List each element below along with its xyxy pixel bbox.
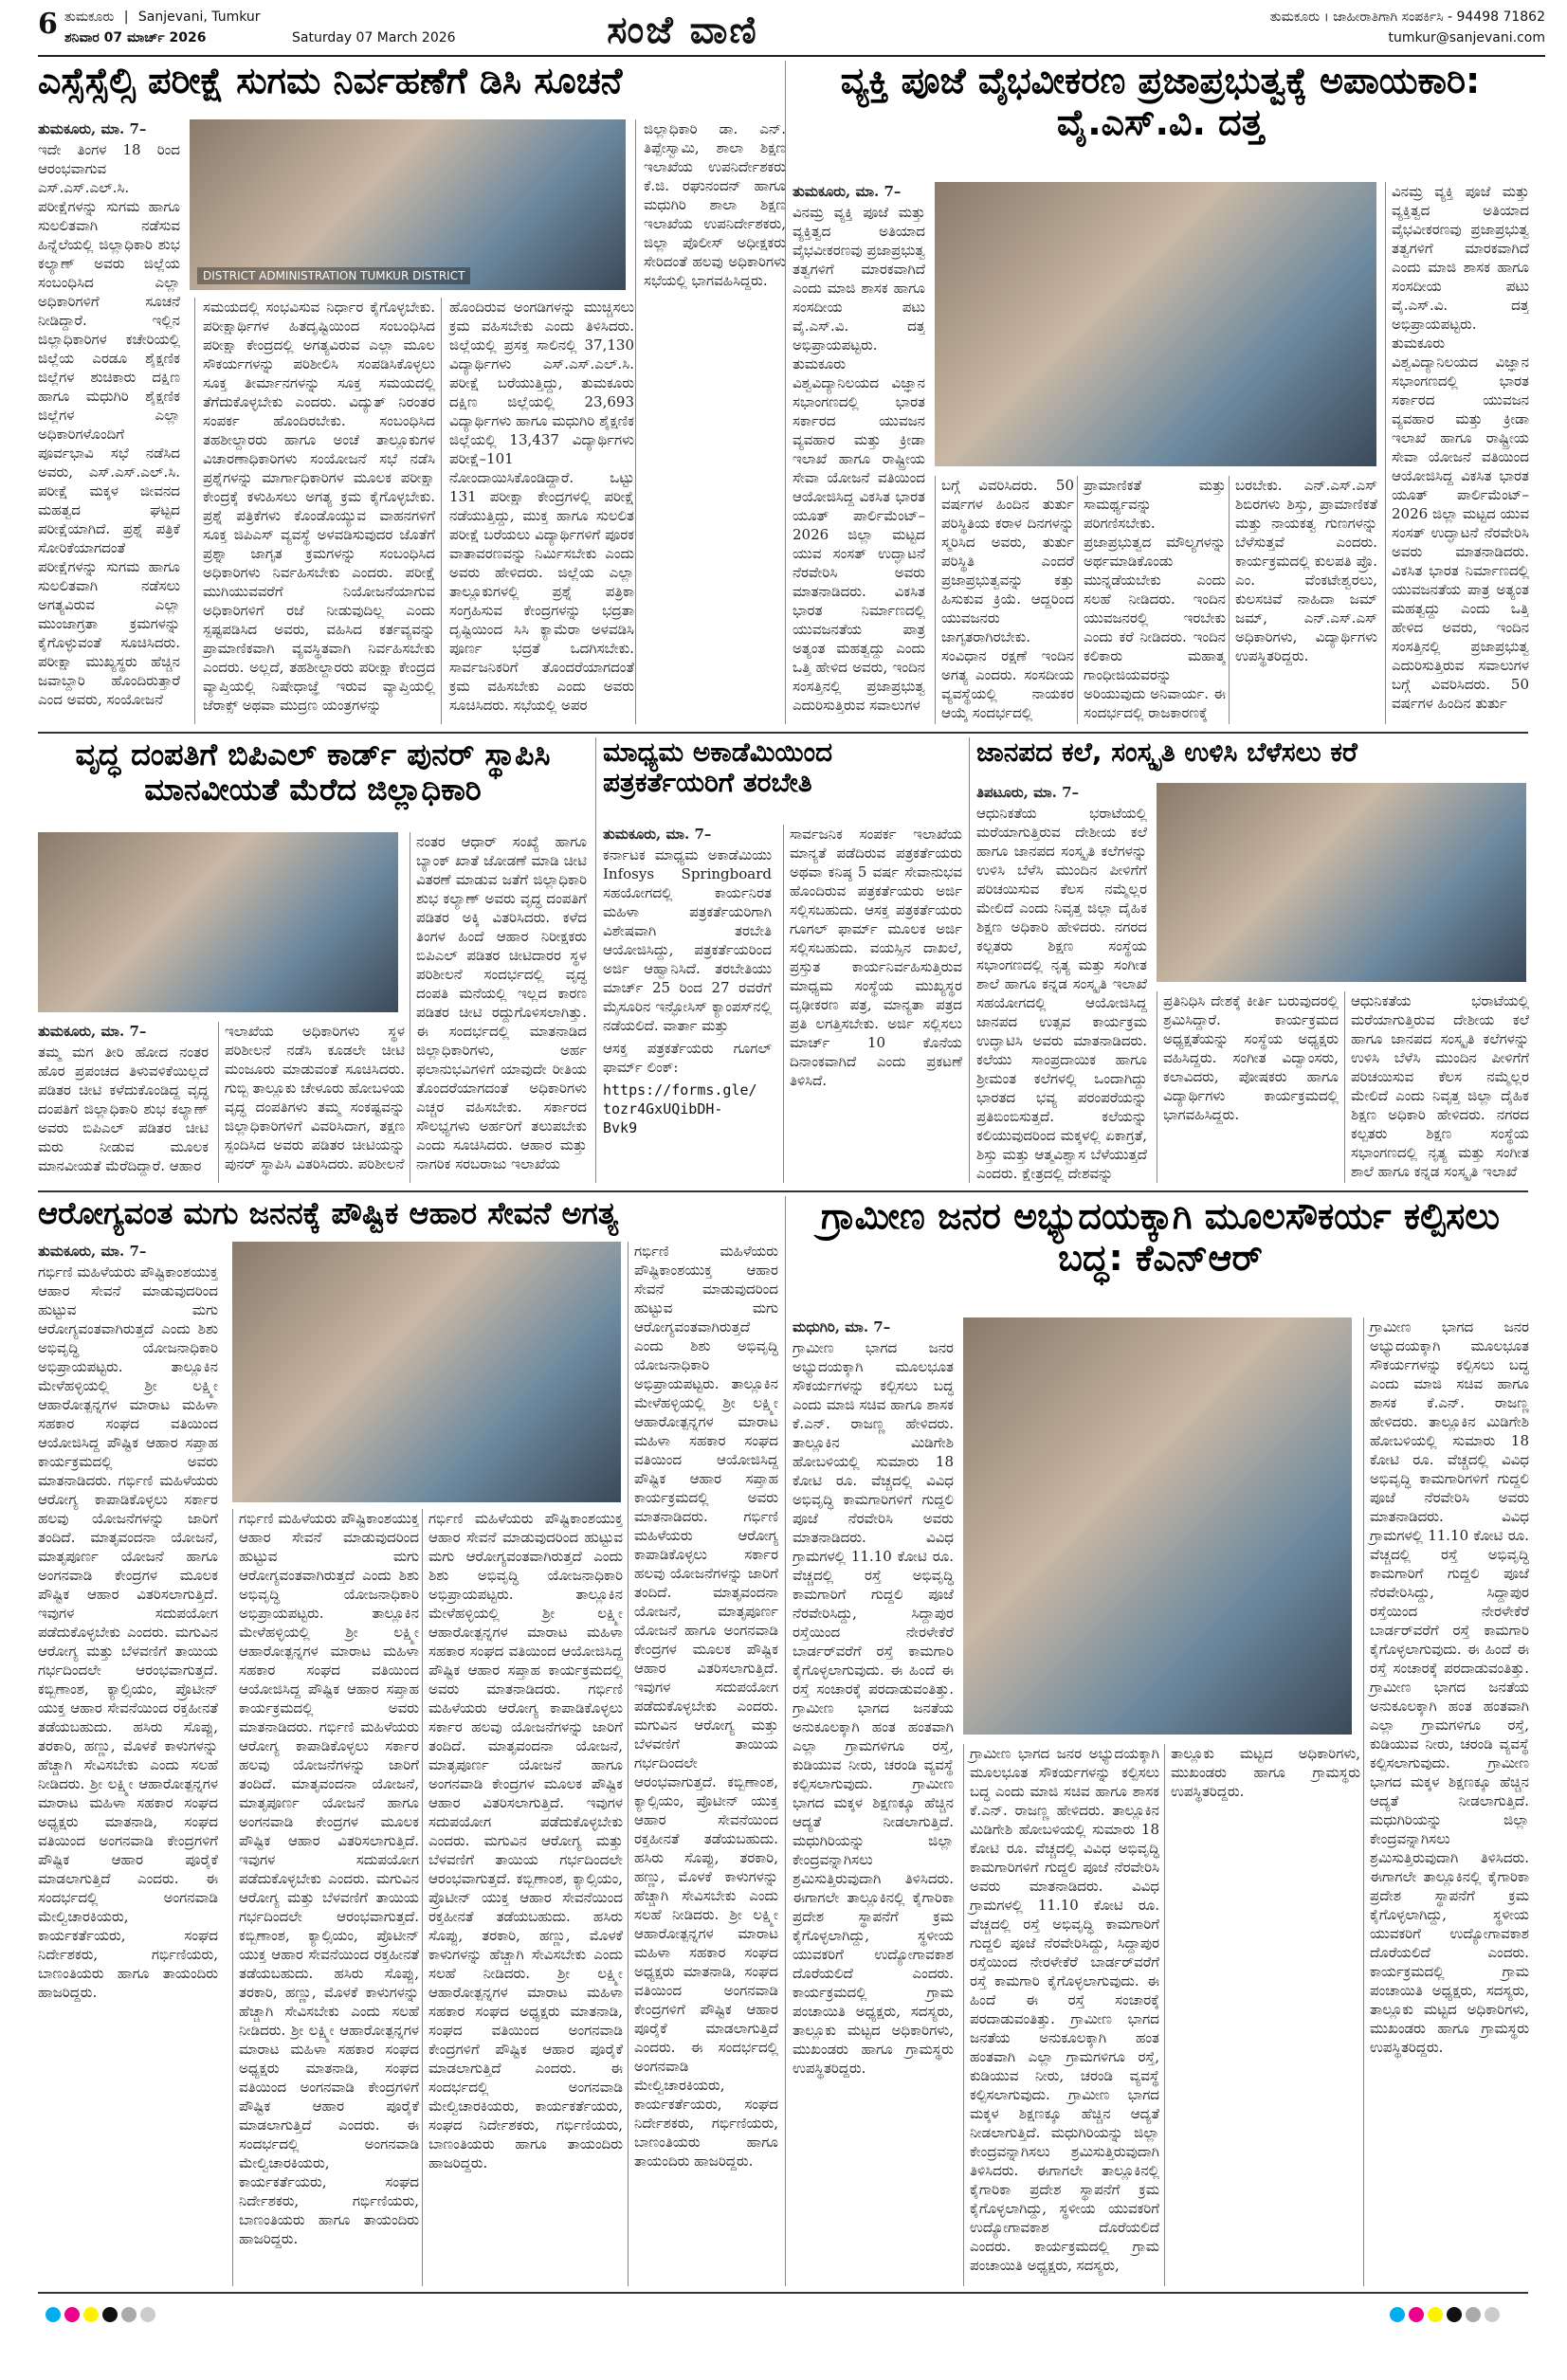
article-body-col2: ಸಮಯದಲ್ಲಿ ಸಂಭವಿಸುವ ನಿರ್ಧಾರ ಕೈಗೊಳ್ಳಬೇಕು. ಪರೀಕ್ಷಾರ್ಥಿಗಳ ಹಿತದೃಷ್ಟಿಯಿಂದ ಸಂಬಂಧಿಸಿದ ಪರೀಕ್ಷಾ ಕೇಂದ್ರದಲ್ಲಿ ಅಗತ್ಯವಿರುವ ಎಲ್ಲಾ ಮೂಲ ಸೌಕರ್ಯಗಳನ್ನು ಪರಿಶೀಲಿಸಿ ಸಂಪಡಿಸಿಕೊಳ್ಳಲು ಸೂಕ್ತ ತೀರ್ಮಾನಗಳನ್ನು ಸೂಕ್ತ ಸಮಯದಲ್ಲಿ ತೆಗೆದುಕೊಳ್ಳಬೇಕು ಎಂದರು. ವಿದ್ಯುತ್ ನಿರಂತರ ಸಂಪರ್ಕ ಹೊಂದಿರಬೇಕು. ಸಂಬಂಧಿಸಿದ ತಹಶೀಲ್ದಾರರು ಹಾಗೂ ಅಂಚೆ ತಾಲ್ಲೂಕುಗಳ ವಿಚಾರಣಾಧಿಕಾರಿಗಳು ಸಂಯೋಜನೆ ಸಭೆ ನಡೆಸಿ ಪ್ರಶ್ನೆಗಳನ್ನು ಮಾರ್ಗಾಧಿಕಾರಿಗಳ ಮೂಲಕ ಪರೀಕ್ಷಾ ಕೇಂದ್ರಕ್ಕೆ ಕಳುಹಿಸಲು ಅಗತ್ಯ ಕ್ರಮ ಕೈಗೊಳ್ಳಬೇಕು. ಪ್ರಶ್ನೆ ಪತ್ರಿಕೆಗಳು ಕೊಂಡೊಯ್ಯುವ ವಾಹನಗಳಿಗೆ ಸೂಕ್ತ ಜಿಪಿಎಸ್ ವ್ಯವಸ್ಥೆ ಅಳವಡಿಸುವುದರ ಜೊತೆಗೆ ಪ್ರಶ್ನಾ ಜಾಗೃತ ಕ್ರಮಗಳನ್ನು ಸಂಬಂಧಿಸಿದ ಅಧಿಕಾರಿಗಳು ನಿರ್ವಹಿಸಬೇಕು ಎಂದರು. ಪರೀಕ್ಷೆ ಮುಗಿಯುವವರೆಗೆ ನಿಯೋಜನೆಯಾಗುವ ಅಧಿಕಾರಿಗಳಿಗೆ ರಜೆ ನೀಡುವುದಿಲ್ಲ ಎಂದು ಸ್ಪಷ್ಟಪಡಿಸಿದ ಅವರು, ವಹಿಸಿದ ಕರ್ತವ್ಯವನ್ನು ಪ್ರಾಮಾಣಿಕವಾಗಿ ವ್ಯವಸ್ಥಿತವಾಗಿ ನಿರ್ವಹಿಸಬೇಕು ಎಂದರು. ಅಲ್ಲದೆ, ತಹಶೀಲ್ದಾರರು ಪರೀಕ್ಷಾ ಕೇಂದ್ರದ ವ್ಯಾಪ್ತಿಯಲ್ಲಿ ನಿಷೇಧಾಜ್ಞೆ ಇರುವ ವ್ಯಾಪ್ತಿಯಲ್ಲಿ ಜೆರಾಕ್ಸ್ ಅಥವಾ ಮುದ್ರಣ ಯಂತ್ರಗಳನ್ನು — [194, 298, 435, 724]
page-bottom-rule — [38, 2292, 1528, 2294]
article-body-col4: ಬರಬೇಕು. ಎನ್.ಎಸ್.ಎಸ್ ಶಿಬಿರಗಳು ಶಿಸ್ತು, ಪ್ರಾಮಾಣಿಕತೆ ಮತ್ತು ನಾಯಕತ್ವ ಗುಣಗಳನ್ನು ಬೆಳೆಸುತ್ತವೆ ಎಂದರು. ಕಾರ್ಯಕ್ರಮದಲ್ಲಿ ಕುಲಪತಿ ಪ್ರೊ. ಎಂ. ವೆಂಕಟೇಶ್ವರಲು, ಕುಲಸಚಿವೆ ನಾಹಿದಾ ಜಮ್‌ ಜಮ್‌, ಎನ್.ಎಸ್.ಎಸ್ ಅಧಿಕಾರಿಗಳು, ವಿದ್ಯಾರ್ಥಿಗಳು ಉಪಸ್ಥಿತರಿದ್ದರು. — [1229, 476, 1377, 724]
form-url-line3: Bvk9 — [603, 1119, 638, 1136]
article-body-col1: ಗ್ರಾಮೀಣ ಭಾಗದ ಜನರ ಅಭ್ಯುದಯಕ್ಕಾಗಿ ಮೂಲಭೂತ ಸೌಕರ್ಯಗಳನ್ನು ಕಲ್ಪಿಸಲು ಬದ್ಧ ಎಂದು ಮಾಜಿ ಸಚಿವ ಹಾಗೂ ಶಾಸಕ ಕೆ.ಎನ್. ರಾಜಣ್ಣ ಹೇಳಿದರು. ತಾಲ್ಲೂಕಿನ ಮಿಡಿಗೇಶಿ ಹೋಬಳಿಯಲ್ಲಿ ಸುಮಾರು 18 ಕೋಟಿ ರೂ. ವೆಚ್ಚದಲ್ಲಿ ವಿವಿಧ ಅಭಿವೃದ್ಧಿ ಕಾಮಗಾರಿಗಳಿಗೆ ಗುದ್ದಲಿ ಪೂಜೆ ನೆರವೇರಿಸಿ ಅವರು ಮಾತನಾಡಿದರು. ವಿವಿಧ ಗ್ರಾಮಗಳಲ್ಲಿ 11.10 ಕೋಟಿ ರೂ. ವೆಚ್ಚದಲ್ಲಿ ರಸ್ತೆ ಅಭಿವೃದ್ಧಿ ಕಾಮಗಾರಿಗೆ ಗುದ್ದಲಿ ಪೂಜೆ ನೆರವೇರಿಸಿದ್ದು, ಸಿದ್ದಾಪುರ ರಸ್ತೆಯಿಂದ ನೇರಳೇಕೆರೆ ಬಾರ್ಡರ್‌ವರೆಗೆ ರಸ್ತೆ ಕಾಮಗಾರಿ ಕೈಗೊಳ್ಳಲಾಗುವುದು. ಈ ಹಿಂದೆ ಈ ರಸ್ತೆ ಸಂಚಾರಕ್ಕೆ ಪರದಾಡುವಂತಿತ್ತು. ಗ್ರಾಮೀಣ ಭಾಗದ ಜನತೆಯ ಅನುಕೂಲಕ್ಕಾಗಿ ಹಂತ ಹಂತವಾಗಿ ಎಲ್ಲಾ ಗ್ರಾಮಗಳಿಗೂ ರಸ್ತೆ, ಕುಡಿಯುವ ನೀರು, ಚರಂಡಿ ವ್ಯವಸ್ಥೆ ಕಲ್ಪಿಸಲಾಗುವುದು. ಗ್ರಾಮೀಣ ಭಾಗದ ಮಕ್ಕಳ ಶಿಕ್ಷಣಕ್ಕೂ ಹೆಚ್ಚಿನ ಆದ್ಯತೆ ನೀಡಲಾಗುತ್ತಿದೆ. ಮಧುಗಿರಿಯನ್ನು ಜಿಲ್ಲಾ ಕೇಂದ್ರವನ್ನಾಗಿಸಲು ಶ್ರಮಿಸುತ್ತಿರುವುದಾಗಿ ತಿಳಿಸಿದರು. ಈಗಾಗಲೇ ತಾಲ್ಲೂಕಿನಲ್ಲಿ ಕೈಗಾರಿಕಾ ಪ್ರದೇಶ ಸ್ಥಾಪನೆಗೆ ಕ್ರಮ ಕೈಗೊಳ್ಳಲಾಗಿದ್ದು, ಸ್ಥಳೀಯ ಯುವಕರಿಗೆ ಉದ್ಯೋಗಾವಕಾಶ ದೊರೆಯಲಿದೆ ಎಂದರು. ಕಾರ್ಯಕ್ರಮದಲ್ಲಿ ಗ್ರಾಮ ಪಂಚಾಯಿತಿ ಅಧ್ಯಕ್ಷರು, ಸದಸ್ಯರು, ತಾಲ್ಲೂಕು ಮಟ್ಟದ ಅಧಿಕಾರಿಗಳು, ಮುಖಂಡರು ಹಾಗೂ ಗ್ರಾಮಸ್ಥರು ಉಪಸ್ಥಿತರಿದ್ದರು. — [793, 1339, 954, 2077]
headline: ವ್ಯಕ್ತಿ ಪೂಜೆ ವೈಭವೀಕರಣ ಪ್ರಜಾಪ್ರಭುತ್ವಕ್ಕೆ ಅಪಾಯಕಾರಿ: ವೈ.ಎಸ್.ವಿ. ದತ್ತ — [840, 60, 1481, 143]
dateline: ತಿಪಟೂರು, ಮಾ. 7– — [976, 784, 1080, 801]
article-body-col2: ಗರ್ಭಿಣಿ ಮಹಿಳೆಯರು ಪೌಷ್ಟಿಕಾಂಶಯುಕ್ತ ಆಹಾರ ಸೇವನೆ ಮಾಡುವುದರಿಂದ ಹುಟ್ಟುವ ಮಗು ಆರೋಗ್ಯವಂತವಾಗಿರುತ್ತದೆ ಎಂದು ಶಿಶು ಅಭಿವೃದ್ಧಿ ಯೋಜನಾಧಿಕಾರಿ ಅಭಿಪ್ರಾಯಪಟ್ಟರು. ತಾಲ್ಲೂಕಿನ ಮೇಳೆಹಳ್ಳಿಯಲ್ಲಿ ಶ್ರೀ ಲಕ್ಷ್ಮೀ ಆಹಾರೋತ್ಪನ್ನಗಳ ಮಾರಾಟ ಮಹಿಳಾ ಸಹಕಾರ ಸಂಘದ ವತಿಯಿಂದ ಆಯೋಜಿಸಿದ್ದ ಪೌಷ್ಟಿಕ ಆಹಾರ ಸಪ್ತಾಹ ಕಾರ್ಯಕ್ರಮದಲ್ಲಿ ಅವರು ಮಾತನಾಡಿದರು. ಗರ್ಭಿಣಿ ಮಹಿಳೆಯರು ಆರೋಗ್ಯ ಕಾಪಾಡಿಕೊಳ್ಳಲು ಸರ್ಕಾರ ಹಲವು ಯೋಜನೆಗಳನ್ನು ಜಾರಿಗೆ ತಂದಿದೆ. ಮಾತೃವಂದನಾ ಯೋಜನೆ, ಮಾತೃಪೂರ್ಣ ಯೋಜನೆ ಹಾಗೂ ಅಂಗನವಾಡಿ ಕೇಂದ್ರಗಳ ಮೂಲಕ ಪೌಷ್ಟಿಕ ಆಹಾರ ವಿತರಿಸಲಾಗುತ್ತಿದೆ. ಇವುಗಳ ಸದುಪಯೋಗ ಪಡೆದುಕೊಳ್ಳಬೇಕು ಎಂದರು. ಮಗುವಿನ ಆರೋಗ್ಯ ಮತ್ತು ಬೆಳವಣಿಗೆ ತಾಯಿಯ ಗರ್ಭದಿಂದಲೇ ಆರಂಭವಾಗುತ್ತದೆ. ಕಬ್ಬಿಣಾಂಶ, ಕ್ಯಾಲ್ಸಿಯಂ, ಪ್ರೊಟೀನ್ ಯುಕ್ತ ಆಹಾರ ಸೇವನೆಯಿಂದ ರಕ್ತಹೀನತೆ ತಡೆಯಬಹುದು. ಹಸಿರು ಸೊಪ್ಪು, ತರಕಾರಿ, ಹಣ್ಣು, ಮೊಳಕೆ ಕಾಳುಗಳನ್ನು ಹೆಚ್ಚಾಗಿ ಸೇವಿಸಬೇಕು ಎಂದು ಸಲಹೆ ನೀಡಿದರು. ಶ್ರೀ ಲಕ್ಷ್ಮೀ ಆಹಾರೋತ್ಪನ್ನಗಳ ಮಾರಾಟ ಮಹಿಳಾ ಸಹಕಾರ ಸಂಘದ ಅಧ್ಯಕ್ಷರು ಮಾತನಾಡಿ, ಸಂಘದ ವತಿಯಿಂದ ಅಂಗನವಾಡಿ ಕೇಂದ್ರಗಳಿಗೆ ಪೌಷ್ಟಿಕ ಆಹಾರ ಪೂರೈಕೆ ಮಾಡಲಾಗುತ್ತಿದೆ ಎಂದರು. ಈ ಸಂದರ್ಭದಲ್ಲಿ ಅಂಗನವಾಡಿ ಮೇಲ್ವಿಚಾರಕಿಯರು, ಕಾರ್ಯಕರ್ತೆಯರು, ಸಂಘದ ನಿರ್ದೇಶಕರು, ಗರ್ಭಿಣಿಯರು, ಬಾಣಂತಿಯರು ಹಾಗೂ ತಾಯಂದಿರು ಹಾಜರಿದ್ದರು. — [232, 1509, 419, 2286]
masthead-city: ತುಮಕೂರು — [64, 9, 115, 25]
headline: ಜಾನಪದ ಕಲೆ, ಸಂಸ್ಕೃತಿ ಉಳಿಸಿ ಬೆಳೆಸಲು ಕರೆ — [976, 736, 1357, 768]
headline: ಗ್ರಾಮೀಣ ಜನರ ಅಭ್ಯುದಯಕ್ಕಾಗಿ ಮೂಲಸೌಕರ್ಯ ಕಲ್ಪಿಸಲು ಬದ್ಧ: ಕೆಎನ್‌ಆರ್ — [821, 1195, 1500, 1279]
photo-caption: DISTRICT ADMINISTRATION TUMKUR DISTRICT — [197, 267, 470, 284]
masthead-date-kn: ಶನಿವಾರ 07 ಮಾರ್ಚ್ 2026 — [64, 30, 207, 45]
headline: ವೃದ್ಧ ದಂಪತಿಗೆ ಬಿಪಿಎಲ್ ಕಾರ್ಡ್ ಪುನರ್ ಸ್ಥಾಪಿಸಿ ಮಾನವೀಯತೆ ಮೆರೆದ ಜಿಲ್ಲಾಧಿಕಾರಿ — [75, 736, 551, 808]
article-body-col3: ನಂತರ ಆಧಾರ್ ಸಂಖ್ಯೆ ಹಾಗೂ ಬ್ಯಾಂಕ್ ಖಾತೆ ಜೋಡಣೆ ಮಾಡಿ ಚೀಟಿ ವಿತರಣೆ ಮಾಡುವ ಜತೆಗೆ ಜಿಲ್ಲಾಧಿಕಾರಿ ಶುಭ ಕಲ್ಯಾಣ್ ಅವರು ವೃದ್ಧ ದಂಪತಿಗೆ ಪಡಿತರ ಅಕ್ಕಿ ವಿತರಿಸಿದರು. ಕಳೆದ ತಿಂಗಳ ಹಿಂದೆ ಆಹಾರ ನಿರೀಕ್ಷಕರು ಬಿಪಿಎಲ್ ಪಡಿತರ ಚೀಟಿದಾರರ ಸ್ಥಳ ಪರಿಶೀಲನೆ ಸಂದರ್ಭದಲ್ಲಿ ವೃದ್ಧ ದಂಪತಿ ಮನೆಯಲ್ಲಿ ಇಲ್ಲದ ಕಾರಣ ಪಡಿತರ ಚೀಟಿ ರದ್ದುಗೊಳಿಸಲಾಗಿತ್ತು. ಈ ಸಂದರ್ಭದಲ್ಲಿ ಮಾತನಾಡಿದ ಜಿಲ್ಲಾಧಿಕಾರಿಗಳು, ಅರ್ಹ ಫಲಾನುಭವಿಗಳಿಗೆ ಯಾವುದೇ ರೀತಿಯ ತೊಂದರೆಯಾಗದಂತೆ ಅಧಿಕಾರಿಗಳು ಎಚ್ಚರ ವಹಿಸಬೇಕು. ಸರ್ಕಾರದ ಸೌಲಭ್ಯಗಳು ಅರ್ಹರಿಗೆ ತಲುಪಬೇಕು ಎಂದು ಸೂಚಿಸಿದರು. ಆಹಾರ ಮತ್ತು ನಾಗರಿಕ ಸರಬರಾಜು ಇಲಾಖೆಯ — [410, 832, 587, 1183]
article-body-col1: ವಿನಮ್ರ ವ್ಯಕ್ತಿ ಪೂಜೆ ಮತ್ತು ವ್ಯಕ್ತಿತ್ವದ ಅತಿಯಾದ ವೈಭವೀಕರಣವು ಪ್ರಜಾಪ್ರಭುತ್ವ ತತ್ವಗಳಿಗೆ ಮಾರಕವಾಗಿದೆ ಎಂದು ಮಾಜಿ ಶಾಸಕ ಹಾಗೂ ಸಂಸದೀಯ ಪಟು ವೈ.ಎಸ್.ವಿ. ದತ್ತ ಅಭಿಪ್ರಾಯಪಟ್ಟರು. ತುಮಕೂರು ವಿಶ್ವವಿದ್ಯಾನಿಲಯದ ವಿಜ್ಞಾನ ಸಭಾಂಗಣದಲ್ಲಿ ಭಾರತ ಸರ್ಕಾರದ ಯುವಜನ ವ್ಯವಹಾರ ಮತ್ತು ಕ್ರೀಡಾ ಇಲಾಖೆ ಹಾಗೂ ರಾಷ್ಟ್ರೀಯ ಸೇವಾ ಯೋಜನೆ ವತಿಯಿಂದ ಆಯೋಜಿಸಿದ್ದ ವಿಕಸಿತ ಭಾರತ ಯೂತ್ ಪಾರ್ಲಿಮೆಂಟ್–2026 ಜಿಲ್ಲಾ ಮಟ್ಟದ ಯುವ ಸಂಸತ್ ಉದ್ಘಾಟನೆ ನೆರವೇರಿಸಿ ಅವರು ಮಾತನಾಡಿದರು. ವಿಕಸಿತ ಭಾರತ ನಿರ್ಮಾಣದಲ್ಲಿ ಯುವಜನತೆಯ ಪಾತ್ರ ಅತ್ಯಂತ ಮಹತ್ವದ್ದು ಎಂದು ಒತ್ತಿ ಹೇಳಿದ ಅವರು, ಇಂದಿನ ಸಂಸತ್ತಿನಲ್ಲಿ ಪ್ರಜಾಪ್ರಭುತ್ವ ಎದುರಿಸುತ್ತಿರುವ ಸವಾಲುಗಳ — [793, 204, 925, 714]
article-photo — [935, 182, 1376, 466]
article-body-col2: ಪ್ರತಿನಿಧಿಸಿ ದೇಶಕ್ಕೆ ಕೀರ್ತಿ ಬರುವುದರಲ್ಲಿ ಶ್ರಮಿಸಿದ್ದಾರೆ. ಕಾರ್ಯಕ್ರಮದ ಅಧ್ಯಕ್ಷತೆಯನ್ನು ಸಂಸ್ಥೆಯ ಅಧ್ಯಕ್ಷರು ವಹಿಸಿದ್ದರು. ಸಂಗೀತ ವಿದ್ವಾಂಸರು, ಕಲಾವಿದರು, ಪೋಷಕರು ಹಾಗೂ ವಿದ್ಯಾರ್ಥಿಗಳು ಕಾರ್ಯಕ್ರಮದಲ್ಲಿ ಭಾಗವಹಿಸಿದ್ದರು. — [1157, 991, 1339, 1183]
article-body-col3: ಹೊಂದಿರುವ ಅಂಗಡಿಗಳನ್ನು ಮುಚ್ಚಿಸಲು ಕ್ರಮ ವಹಿಸಬೇಕು ಎಂದು ತಿಳಿಸಿದರು. ಜಿಲ್ಲೆಯಲ್ಲಿ ಪ್ರಸಕ್ತ ಸಾಲಿನಲ್ಲಿ 37,130 ವಿದ್ಯಾರ್ಥಿಗಳು ಎಸ್.ಎಸ್.ಎಲ್.ಸಿ. ಪರೀಕ್ಷೆ ಬರೆಯುತ್ತಿದ್ದು, ತುಮಕೂರು ದಕ್ಷಿಣ ಜಿಲ್ಲೆಯಲ್ಲಿ 23,693 ವಿದ್ಯಾರ್ಥಿಗಳು ಹಾಗೂ ಮಧುಗಿರಿ ಶೈಕ್ಷಣಿಕ ಜಿಲ್ಲೆಯಲ್ಲಿ 13,437 ವಿದ್ಯಾರ್ಥಿಗಳು ಪರೀಕ್ಷೆ–101 ನೋಂದಾಯಿಸಿಕೊಂಡಿದ್ದಾರೆ. ಒಟ್ಟು 131 ಪರೀಕ್ಷಾ ಕೇಂದ್ರಗಳಲ್ಲಿ ಪರೀಕ್ಷೆ ನಡೆಯುತ್ತಿದ್ದು, ಮುಕ್ತ ಹಾಗೂ ಸುಲಲಿತ ಪರೀಕ್ಷೆ ಬರೆಯಲು ವಿದ್ಯಾರ್ಥಿಗಳಿಗೆ ಪೂರಕ ವಾತಾವರಣವನ್ನು ನಿರ್ಮಿಸಬೇಕು ಎಂದು ಅವರು ಹೇಳಿದರು. ಜಿಲ್ಲೆಯ ಎಲ್ಲಾ ತಾಲ್ಲೂಕುಗಳಲ್ಲಿ ಪ್ರಶ್ನೆ ಪತ್ರಿಕಾ ಸಂಗ್ರಹಿಸುವ ಕೇಂದ್ರಗಳನ್ನು ಭದ್ರತಾ ದೃಷ್ಟಿಯಿಂದ ಸಿಸಿ ಕ್ಯಾಮೆರಾ ಅಳವಡಿಸಿ ಪೂರ್ಣ ಭದ್ರತೆ ಒದಗಿಸಬೇಕು. ಸಾರ್ವಜನಿಕರಿಗೆ ತೊಂದರೆಯಾಗದಂತೆ ಕ್ರಮ ವಹಿಸಬೇಕು ಎಂದು ಅವರು ಸೂಚಿಸಿದರು. ಸಭೆಯಲ್ಲಿ ಅಪರ — [441, 298, 634, 724]
paper-logo: ಸಂಜೆ ವಾಣಿ — [607, 8, 758, 52]
article-body-col2: ಸಾರ್ವಜನಿಕ ಸಂಪರ್ಕ ಇಲಾಖೆಯ ಮಾನ್ಯತೆ ಪಡೆದಿರುವ ಪತ್ರಕರ್ತೆಯರು ಅಥವಾ ಕನಿಷ್ಠ 5 ವರ್ಷ ಸೇವಾನುಭವ ಹೊಂದಿರುವ ಪತ್ರಕರ್ತೆಯರು ಅರ್ಜಿ ಸಲ್ಲಿಸಬಹುದು. ಆಸಕ್ತ ಪತ್ರಕರ್ತೆಯರು ಗೂಗಲ್ ಫಾರ್ಮ್ ಮೂಲಕ ಅರ್ಜಿ ಸಲ್ಲಿಸಬಹುದು. ವಯಸ್ಸಿನ ದಾಖಲೆ, ಪ್ರಸ್ತುತ ಕಾರ್ಯನಿರ್ವಹಿಸುತ್ತಿರುವ ಮಾಧ್ಯಮ ಸಂಸ್ಥೆಯ ಮುಖ್ಯಸ್ಥರ ದೃಢೀಕರಣ ಪತ್ರ, ಮಾನ್ಯತಾ ಪತ್ರದ ಪ್ರತಿ ಲಗತ್ತಿಸಬೇಕು. ಅರ್ಜಿ ಸಲ್ಲಿಸಲು ಮಾರ್ಚ್ 10 ಕೊನೆಯ ದಿನಾಂಕವಾಗಿದೆ ಎಂದು ಪ್ರಕಟಣೆ ತಿಳಿಸಿದೆ. — [783, 825, 962, 1183]
headline: ಆರೋಗ್ಯವಂತ ಮಗು ಜನನಕ್ಕೆ ಪೌಷ್ಟಿಕ ಆಹಾರ ಸೇವನೆ ಅಗತ್ಯ — [38, 1195, 619, 1231]
article-body-col3: ಪ್ರಾಮಾಣಿಕತೆ ಮತ್ತು ಸಾಮರ್ಥ್ಯವನ್ನು ಪರಿಗಣಿಸಬೇಕು. ಪ್ರಜಾಪ್ರಭುತ್ವದ ಮೌಲ್ಯಗಳನ್ನು ಅರ್ಥಮಾಡಿಕೊಂಡು ಮುನ್ನಡೆಯಬೇಕು ಎಂದು ಸಲಹೆ ನೀಡಿದರು. ಇಂದಿನ ಯುವಜನರಲ್ಲಿ ಇರಬೇಕು ಎಂದು ಕರೆ ನೀಡಿದರು. ಇಂದಿನ ಕಲಿಕಾರು ಮಹಾತ್ಮ ಗಾಂಧೀಜಿಯವರನ್ನು ಅರಿಯುವುದು ಅನಿವಾರ್ಯ. ಈ ಸಂದರ್ಭದಲ್ಲಿ ರಾಜಕಾರಣಕ್ಕೆ — [1077, 476, 1226, 724]
article-body-col4: ಗ್ರಾಮೀಣ ಭಾಗದ ಜನರ ಅಭ್ಯುದಯಕ್ಕಾಗಿ ಮೂಲಭೂತ ಸೌಕರ್ಯಗಳನ್ನು ಕಲ್ಪಿಸಲು ಬದ್ಧ ಎಂದು ಮಾಜಿ ಸಚಿವ ಹಾಗೂ ಶಾಸಕ ಕೆ.ಎನ್. ರಾಜಣ್ಣ ಹೇಳಿದರು. ತಾಲ್ಲೂಕಿನ ಮಿಡಿಗೇಶಿ ಹೋಬಳಿಯಲ್ಲಿ ಸುಮಾರು 18 ಕೋಟಿ ರೂ. ವೆಚ್ಚದಲ್ಲಿ ವಿವಿಧ ಅಭಿವೃದ್ಧಿ ಕಾಮಗಾರಿಗಳಿಗೆ ಗುದ್ದಲಿ ಪೂಜೆ ನೆರವೇರಿಸಿ ಅವರು ಮಾತನಾಡಿದರು. ವಿವಿಧ ಗ್ರಾಮಗಳಲ್ಲಿ 11.10 ಕೋಟಿ ರೂ. ವೆಚ್ಚದಲ್ಲಿ ರಸ್ತೆ ಅಭಿವೃದ್ಧಿ ಕಾಮಗಾರಿಗೆ ಗುದ್ದಲಿ ಪೂಜೆ ನೆರವೇರಿಸಿದ್ದು, ಸಿದ್ದಾಪುರ ರಸ್ತೆಯಿಂದ ನೇರಳೇಕೆರೆ ಬಾರ್ಡರ್‌ವರೆಗೆ ರಸ್ತೆ ಕಾಮಗಾರಿ ಕೈಗೊಳ್ಳಲಾಗುವುದು. ಈ ಹಿಂದೆ ಈ ರಸ್ತೆ ಸಂಚಾರಕ್ಕೆ ಪರದಾಡುವಂತಿತ್ತು. ಗ್ರಾಮೀಣ ಭಾಗದ ಜನತೆಯ ಅನುಕೂಲಕ್ಕಾಗಿ ಹಂತ ಹಂತವಾಗಿ ಎಲ್ಲಾ ಗ್ರಾಮಗಳಿಗೂ ರಸ್ತೆ, ಕುಡಿಯುವ ನೀರು, ಚರಂಡಿ ವ್ಯವಸ್ಥೆ ಕಲ್ಪಿಸಲಾಗುವುದು. ಗ್ರಾಮೀಣ ಭಾಗದ ಮಕ್ಕಳ ಶಿಕ್ಷಣಕ್ಕೂ ಹೆಚ್ಚಿನ ಆದ್ಯತೆ ನೀಡಲಾಗುತ್ತಿದೆ. ಮಧುಗಿರಿಯನ್ನು ಜಿಲ್ಲಾ ಕೇಂದ್ರವನ್ನಾಗಿಸಲು ಶ್ರಮಿಸುತ್ತಿರುವುದಾಗಿ ತಿಳಿಸಿದರು. ಈಗಾಗಲೇ ತಾಲ್ಲೂಕಿನಲ್ಲಿ ಕೈಗಾರಿಕಾ ಪ್ರದೇಶ ಸ್ಥಾಪನೆಗೆ ಕ್ರಮ ಕೈಗೊಳ್ಳಲಾಗಿದ್ದು, ಸ್ಥಳೀಯ ಯುವಕರಿಗೆ ಉದ್ಯೋಗಾವಕಾಶ ದೊರೆಯಲಿದೆ ಎಂದರು. ಕಾರ್ಯಕ್ರಮದಲ್ಲಿ ಗ್ರಾಮ ಪಂಚಾಯಿತಿ ಅಧ್ಯಕ್ಷರು, ಸದಸ್ಯರು, ತಾಲ್ಲೂಕು ಮಟ್ಟದ ಅಧಿಕಾರಿಗಳು, ಮುಖಂಡರು ಹಾಗೂ ಗ್ರಾಮಸ್ಥರು ಉಪಸ್ಥಿತರಿದ್ದರು. — [1363, 1317, 1529, 2286]
article-body-col4: ಗರ್ಭಿಣಿ ಮಹಿಳೆಯರು ಪೌಷ್ಟಿಕಾಂಶಯುಕ್ತ ಆಹಾರ ಸೇವನೆ ಮಾಡುವುದರಿಂದ ಹುಟ್ಟುವ ಮಗು ಆರೋಗ್ಯವಂತವಾಗಿರುತ್ತದೆ ಎಂದು ಶಿಶು ಅಭಿವೃದ್ಧಿ ಯೋಜನಾಧಿಕಾರಿ ಅಭಿಪ್ರಾಯಪಟ್ಟರು. ತಾಲ್ಲೂಕಿನ ಮೇಳೆಹಳ್ಳಿಯಲ್ಲಿ ಶ್ರೀ ಲಕ್ಷ್ಮೀ ಆಹಾರೋತ್ಪನ್ನಗಳ ಮಾರಾಟ ಮಹಿಳಾ ಸಹಕಾರ ಸಂಘದ ವತಿಯಿಂದ ಆಯೋಜಿಸಿದ್ದ ಪೌಷ್ಟಿಕ ಆಹಾರ ಸಪ್ತಾಹ ಕಾರ್ಯಕ್ರಮದಲ್ಲಿ ಅವರು ಮಾತನಾಡಿದರು. ಗರ್ಭಿಣಿ ಮಹಿಳೆಯರು ಆರೋಗ್ಯ ಕಾಪಾಡಿಕೊಳ್ಳಲು ಸರ್ಕಾರ ಹಲವು ಯೋಜನೆಗಳನ್ನು ಜಾರಿಗೆ ತಂದಿದೆ. ಮಾತೃವಂದನಾ ಯೋಜನೆ, ಮಾತೃಪೂರ್ಣ ಯೋಜನೆ ಹಾಗೂ ಅಂಗನವಾಡಿ ಕೇಂದ್ರಗಳ ಮೂಲಕ ಪೌಷ್ಟಿಕ ಆಹಾರ ವಿತರಿಸಲಾಗುತ್ತಿದೆ. ಇವುಗಳ ಸದುಪಯೋಗ ಪಡೆದುಕೊಳ್ಳಬೇಕು ಎಂದರು. ಮಗುವಿನ ಆರೋಗ್ಯ ಮತ್ತು ಬೆಳವಣಿಗೆ ತಾಯಿಯ ಗರ್ಭದಿಂದಲೇ ಆರಂಭವಾಗುತ್ತದೆ. ಕಬ್ಬಿಣಾಂಶ, ಕ್ಯಾಲ್ಸಿಯಂ, ಪ್ರೊಟೀನ್ ಯುಕ್ತ ಆಹಾರ ಸೇವನೆಯಿಂದ ರಕ್ತಹೀನತೆ ತಡೆಯಬಹುದು. ಹಸಿರು ಸೊಪ್ಪು, ತರಕಾರಿ, ಹಣ್ಣು, ಮೊಳಕೆ ಕಾಳುಗಳನ್ನು ಹೆಚ್ಚಾಗಿ ಸೇವಿಸಬೇಕು ಎಂದು ಸಲಹೆ ನೀಡಿದರು. ಶ್ರೀ ಲಕ್ಷ್ಮೀ ಆಹಾರೋತ್ಪನ್ನಗಳ ಮಾರಾಟ ಮಹಿಳಾ ಸಹಕಾರ ಸಂಘದ ಅಧ್ಯಕ್ಷರು ಮಾತನಾಡಿ, ಸಂಘದ ವತಿಯಿಂದ ಅಂಗನವಾಡಿ ಕೇಂದ್ರಗಳಿಗೆ ಪೌಷ್ಟಿಕ ಆಹಾರ ಪೂರೈಕೆ ಮಾಡಲಾಗುತ್ತಿದೆ ಎಂದರು. ಈ ಸಂದರ್ಭದಲ್ಲಿ ಅಂಗನವಾಡಿ ಮೇಲ್ವಿಚಾರಕಿಯರು, ಕಾರ್ಯಕರ್ತೆಯರು, ಸಂಘದ ನಿರ್ದೇಶಕರು, ಗರ್ಭಿಣಿಯರು, ಬಾಣಂತಿಯರು ಹಾಗೂ ತಾಯಂದಿರು ಹಾಜರಿದ್ದರು. — [628, 1242, 778, 2286]
article-body-col2: ಗ್ರಾಮೀಣ ಭಾಗದ ಜನರ ಅಭ್ಯುದಯಕ್ಕಾಗಿ ಮೂಲಭೂತ ಸೌಕರ್ಯಗಳನ್ನು ಕಲ್ಪಿಸಲು ಬದ್ಧ ಎಂದು ಮಾಜಿ ಸಚಿವ ಹಾಗೂ ಶಾಸಕ ಕೆ.ಎನ್. ರಾಜಣ್ಣ ಹೇಳಿದರು. ತಾಲ್ಲೂಕಿನ ಮಿಡಿಗೇಶಿ ಹೋಬಳಿಯಲ್ಲಿ ಸುಮಾರು 18 ಕೋಟಿ ರೂ. ವೆಚ್ಚದಲ್ಲಿ ವಿವಿಧ ಅಭಿವೃದ್ಧಿ ಕಾಮಗಾರಿಗಳಿಗೆ ಗುದ್ದಲಿ ಪೂಜೆ ನೆರವೇರಿಸಿ ಅವರು ಮಾತನಾಡಿದರು. ವಿವಿಧ ಗ್ರಾಮಗಳಲ್ಲಿ 11.10 ಕೋಟಿ ರೂ. ವೆಚ್ಚದಲ್ಲಿ ರಸ್ತೆ ಅಭಿವೃದ್ಧಿ ಕಾಮಗಾರಿಗೆ ಗುದ್ದಲಿ ಪೂಜೆ ನೆರವೇರಿಸಿದ್ದು, ಸಿದ್ದಾಪುರ ರಸ್ತೆಯಿಂದ ನೇರಳೇಕೆರೆ ಬಾರ್ಡರ್‌ವರೆಗೆ ರಸ್ತೆ ಕಾಮಗಾರಿ ಕೈಗೊಳ್ಳಲಾಗುವುದು. ಈ ಹಿಂದೆ ಈ ರಸ್ತೆ ಸಂಚಾರಕ್ಕೆ ಪರದಾಡುವಂತಿತ್ತು. ಗ್ರಾಮೀಣ ಭಾಗದ ಜನತೆಯ ಅನುಕೂಲಕ್ಕಾಗಿ ಹಂತ ಹಂತವಾಗಿ ಎಲ್ಲಾ ಗ್ರಾಮಗಳಿಗೂ ರಸ್ತೆ, ಕುಡಿಯುವ ನೀರು, ಚರಂಡಿ ವ್ಯವಸ್ಥೆ ಕಲ್ಪಿಸಲಾಗುವುದು. ಗ್ರಾಮೀಣ ಭಾಗದ ಮಕ್ಕಳ ಶಿಕ್ಷಣಕ್ಕೂ ಹೆಚ್ಚಿನ ಆದ್ಯತೆ ನೀಡಲಾಗುತ್ತಿದೆ. ಮಧುಗಿರಿಯನ್ನು ಜಿಲ್ಲಾ ಕೇಂದ್ರವನ್ನಾಗಿಸಲು ಶ್ರಮಿಸುತ್ತಿರುವುದಾಗಿ ತಿಳಿಸಿದರು. ಈಗಾಗಲೇ ತಾಲ್ಲೂಕಿನಲ್ಲಿ ಕೈಗಾರಿಕಾ ಪ್ರದೇಶ ಸ್ಥಾಪನೆಗೆ ಕ್ರಮ ಕೈಗೊಳ್ಳಲಾಗಿದ್ದು, ಸ್ಥಳೀಯ ಯುವಕರಿಗೆ ಉದ್ಯೋಗಾವಕಾಶ ದೊರೆಯಲಿದೆ ಎಂದರು. ಕಾರ್ಯಕ್ರಮದಲ್ಲಿ ಗ್ರಾಮ ಪಂಚಾಯಿತಿ ಅಧ್ಯಕ್ಷರು, ಸದಸ್ಯರು, — [963, 1744, 1159, 2286]
article-knr-infrastructure — [793, 1196, 1528, 2286]
column-divider — [785, 61, 786, 724]
print-color-bar-right — [1390, 2307, 1503, 2326]
google-form-link[interactable] — [603, 1081, 772, 1137]
article-body-col1: ಆಧುನಿಕತೆಯ ಭರಾಟೆಯಲ್ಲಿ ಮರೆಯಾಗುತ್ತಿರುವ ದೇಶೀಯ ಕಲೆ ಹಾಗೂ ಜಾನಪದ ಸಂಸ್ಕೃತಿ ಕಲೆಗಳನ್ನು ಉಳಿಸಿ ಬೆಳೆಸಿ ಮುಂದಿನ ಪೀಳಿಗೆಗೆ ಪರಿಚಯಿಸುವ ಕೆಲಸ ನಮ್ಮೆಲ್ಲರ ಮೇಲಿದೆ ಎಂದು ನಿವೃತ್ತ ಜಿಲ್ಲಾ ದೈಹಿಕ ಶಿಕ್ಷಣ ಅಧಿಕಾರಿ ಹೇಳಿದರು. ನಗರದ ಕಲ್ಪತರು ಶಿಕ್ಷಣ ಸಂಸ್ಥೆಯ ಸಭಾಂಗಣದಲ್ಲಿ ನೃತ್ಯ ಮತ್ತು ಸಂಗೀತ ಶಾಲೆ ಹಾಗೂ ಕನ್ನಡ ಸಂಸ್ಕೃತಿ ಇಲಾಖೆ ಸಹಯೋಗದಲ್ಲಿ ಆಯೋಜಿಸಿದ್ದ ಜಾನಪದ ಉತ್ಸವ ಕಾರ್ಯಕ್ರಮ ಉದ್ಘಾಟಿಸಿ ಅವರು ಮಾತನಾಡಿದರು. ಕಲೆಯು ಸಾಂಪ್ರದಾಯಿಕ ಹಾಗೂ ಶ್ರೀಮಂತ ಕಲೆಗಳಲ್ಲಿ ಒಂದಾಗಿದ್ದು ಭಾರತದ ಭವ್ಯ ಪರಂಪರೆಯನ್ನು ಪ್ರತಿಬಿಂಬಿಸುತ್ತದೆ. ಕಲೆಯನ್ನು ಕಲಿಯುವುದರಿಂದ ಮಕ್ಕಳಲ್ಲಿ ಏಕಾಗ್ರತೆ, ಶಿಸ್ತು ಮತ್ತು ಆತ್ಮವಿಶ್ವಾಸ ಬೆಳೆಯುತ್ತದೆ ಎಂದರು. ಕ್ಷೇತ್ರದಲ್ಲಿ ದೇಶವನ್ನು — [976, 805, 1147, 1182]
article-body-col3: ತಾಲ್ಲೂಕು ಮಟ್ಟದ ಅಧಿಕಾರಿಗಳು, ಮುಖಂಡರು ಹಾಗೂ ಗ್ರಾಮಸ್ಥರು ಉಪಸ್ಥಿತರಿದ್ದರು. — [1164, 1744, 1360, 2286]
article-body-col1: ಇದೇ ತಿಂಗಳ 18 ರಿಂದ ಆರಂಭವಾಗುವ ಎಸ್.ಎಸ್.ಎಲ್.ಸಿ. ಪರೀಕ್ಷೆಗಳನ್ನು ಸುಗಮ ಹಾಗೂ ಸುಲಲಿತವಾಗಿ ನಡೆಸುವ ಹಿನ್ನೆಲೆಯಲ್ಲಿ ಜಿಲ್ಲಾಧಿಕಾರಿ ಶುಭ ಕಲ್ಯಾಣ್ ಅವರು ಜಿಲ್ಲೆಯ ಸಂಬಂಧಿಸಿದ ಎಲ್ಲಾ ಅಧಿಕಾರಿಗಳಿಗೆ ಸೂಚನೆ ನೀಡಿದ್ದಾರೆ. ಇಲ್ಲಿನ ಜಿಲ್ಲಾಧಿಕಾರಿಗಳ ಕಚೇರಿಯಲ್ಲಿ ಜಿಲ್ಲೆಯ ಎರಡೂ ಶೈಕ್ಷಣಿಕ ಜಿಲ್ಲೆಗಳ ಶುಚಿಕಾರು ದಕ್ಷಿಣ ಹಾಗೂ ಮಧುಗಿರಿ ಶೈಕ್ಷಣಿಕ ಜಿಲ್ಲೆಗಳ ಎಲ್ಲಾ ಅಧಿಕಾರಿಗಳೊಂದಿಗೆ ಪೂರ್ವಭಾವಿ ಸಭೆ ನಡೆಸಿದ ಅವರು, ಎಸ್.ಎಸ್.ಎಲ್.ಸಿ. ಪರೀಕ್ಷೆ ಮಕ್ಕಳ ಜೀವನದ ಮಹತ್ವದ ಘಟ್ಟದ ಪರೀಕ್ಷೆಯಾಗಿದೆ. ಪ್ರಶ್ನೆ ಪತ್ರಿಕೆ ಸೋರಿಕೆಯಾಗದಂತೆ ಪರೀಕ್ಷೆಗಳನ್ನು ಸುಗಮ ಹಾಗೂ ಸುಲಲಿತವಾಗಿ ನಡೆಸಲು ಅಗತ್ಯವಿರುವ ಎಲ್ಲಾ ಮುಂಜಾಗ್ರತಾ ಕ್ರಮಗಳನ್ನು ಕೈಗೊಳ್ಳುವಂತೆ ಸೂಚಿಸಿದರು. ಪರೀಕ್ಷಾ ಮುಖ್ಯಸ್ಥರು ಹೆಚ್ಚಿನ ಜವಾಬ್ದಾರಿ ಹೊಂದಿರುತ್ತಾರೆ ಎಂದ ಅವರು, ಸಂಯೋಜನೆ — [38, 141, 180, 708]
article-photo — [38, 832, 398, 1012]
article-bpl-card — [38, 737, 588, 1183]
article-body-col4: ಜಿಲ್ಲಾಧಿಕಾರಿ ಡಾ. ಎನ್. ತಿಪ್ಪೇಸ್ವಾಮಿ, ಶಾಲಾ ಶಿಕ್ಷಣ ಇಲಾಖೆಯ ಉಪನಿರ್ದೇಶಕರು ಕೆ.ಜಿ. ರಘುನಂದನ್ ಹಾಗೂ ಮಧುಗಿರಿ ಶಾಲಾ ಶಿಕ್ಷಣ ಇಲಾಖೆಯ ಉಪನಿರ್ದೇಶಕರು, ಜಿಲ್ಲಾ ಪೊಲೀಸ್ ಅಧೀಕ್ಷಕರು ಸೇರಿದಂತೆ ಹಲವು ಅಧಿಕಾರಿಗಳು ಸಭೆಯಲ್ಲಿ ಭಾಗವಹಿಸಿದ್ದರು. — [635, 119, 786, 724]
dateline: ತುಮಕೂರು, ಮಾ. 7– — [38, 1023, 147, 1040]
dateline: ತುಮಕೂರು, ಮಾ. 7– — [793, 183, 902, 200]
article-photo — [190, 119, 626, 290]
dateline: ತುಮಕೂರು, ಮಾ. 7– — [603, 826, 712, 843]
masthead-date-en: Saturday 07 March 2026 — [292, 30, 456, 45]
article-body-col3: ಗರ್ಭಿಣಿ ಮಹಿಳೆಯರು ಪೌಷ್ಟಿಕಾಂಶಯುಕ್ತ ಆಹಾರ ಸೇವನೆ ಮಾಡುವುದರಿಂದ ಹುಟ್ಟುವ ಮಗು ಆರೋಗ್ಯವಂತವಾಗಿರುತ್ತದೆ ಎಂದು ಶಿಶು ಅಭಿವೃದ್ಧಿ ಯೋಜನಾಧಿಕಾರಿ ಅಭಿಪ್ರಾಯಪಟ್ಟರು. ತಾಲ್ಲೂಕಿನ ಮೇಳೆಹಳ್ಳಿಯಲ್ಲಿ ಶ್ರೀ ಲಕ್ಷ್ಮೀ ಆಹಾರೋತ್ಪನ್ನಗಳ ಮಾರಾಟ ಮಹಿಳಾ ಸಹಕಾರ ಸಂಘದ ವತಿಯಿಂದ ಆಯೋಜಿಸಿದ್ದ ಪೌಷ್ಟಿಕ ಆಹಾರ ಸಪ್ತಾಹ ಕಾರ್ಯಕ್ರಮದಲ್ಲಿ ಅವರು ಮಾತನಾಡಿದರು. ಗರ್ಭಿಣಿ ಮಹಿಳೆಯರು ಆರೋಗ್ಯ ಕಾಪಾಡಿಕೊಳ್ಳಲು ಸರ್ಕಾರ ಹಲವು ಯೋಜನೆಗಳನ್ನು ಜಾರಿಗೆ ತಂದಿದೆ. ಮಾತೃವಂದನಾ ಯೋಜನೆ, ಮಾತೃಪೂರ್ಣ ಯೋಜನೆ ಹಾಗೂ ಅಂಗನವಾಡಿ ಕೇಂದ್ರಗಳ ಮೂಲಕ ಪೌಷ್ಟಿಕ ಆಹಾರ ವಿತರಿಸಲಾಗುತ್ತಿದೆ. ಇವುಗಳ ಸದುಪಯೋಗ ಪಡೆದುಕೊಳ್ಳಬೇಕು ಎಂದರು. ಮಗುವಿನ ಆರೋಗ್ಯ ಮತ್ತು ಬೆಳವಣಿಗೆ ತಾಯಿಯ ಗರ್ಭದಿಂದಲೇ ಆರಂಭವಾಗುತ್ತದೆ. ಕಬ್ಬಿಣಾಂಶ, ಕ್ಯಾಲ್ಸಿಯಂ, ಪ್ರೊಟೀನ್ ಯುಕ್ತ ಆಹಾರ ಸೇವನೆಯಿಂದ ರಕ್ತಹೀನತೆ ತಡೆಯಬಹುದು. ಹಸಿರು ಸೊಪ್ಪು, ತರಕಾರಿ, ಹಣ್ಣು, ಮೊಳಕೆ ಕಾಳುಗಳನ್ನು ಹೆಚ್ಚಾಗಿ ಸೇವಿಸಬೇಕು ಎಂದು ಸಲಹೆ ನೀಡಿದರು. ಶ್ರೀ ಲಕ್ಷ್ಮೀ ಆಹಾರೋತ್ಪನ್ನಗಳ ಮಾರಾಟ ಮಹಿಳಾ ಸಹಕಾರ ಸಂಘದ ಅಧ್ಯಕ್ಷರು ಮಾತನಾಡಿ, ಸಂಘದ ವತಿಯಿಂದ ಅಂಗನವಾಡಿ ಕೇಂದ್ರಗಳಿಗೆ ಪೌಷ್ಟಿಕ ಆಹಾರ ಪೂರೈಕೆ ಮಾಡಲಾಗುತ್ತಿದೆ ಎಂದರು. ಈ ಸಂದರ್ಭದಲ್ಲಿ ಅಂಗನವಾಡಿ ಮೇಲ್ವಿಚಾರಕಿಯರು, ಕಾರ್ಯಕರ್ತೆಯರು, ಸಂಘದ ನಿರ್ದೇಶಕರು, ಗರ್ಭಿಣಿಯರು, ಬಾಣಂತಿಯರು ಹಾಗೂ ತಾಯಂದಿರು ಹಾಜರಿದ್ದರು. — [422, 1509, 623, 2286]
article-body-col5: ವಿನಮ್ರ ವ್ಯಕ್ತಿ ಪೂಜೆ ಮತ್ತು ವ್ಯಕ್ತಿತ್ವದ ಅತಿಯಾದ ವೈಭವೀಕರಣವು ಪ್ರಜಾಪ್ರಭುತ್ವ ತತ್ವಗಳಿಗೆ ಮಾರಕವಾಗಿದೆ ಎಂದು ಮಾಜಿ ಶಾಸಕ ಹಾಗೂ ಸಂಸದೀಯ ಪಟು ವೈ.ಎಸ್.ವಿ. ದತ್ತ ಅಭಿಪ್ರಾಯಪಟ್ಟರು. ತುಮಕೂರು ವಿಶ್ವವಿದ್ಯಾನಿಲಯದ ವಿಜ್ಞಾನ ಸಭಾಂಗಣದಲ್ಲಿ ಭಾರತ ಸರ್ಕಾರದ ಯುವಜನ ವ್ಯವಹಾರ ಮತ್ತು ಕ್ರೀಡಾ ಇಲಾಖೆ ಹಾಗೂ ರಾಷ್ಟ್ರೀಯ ಸೇವಾ ಯೋಜನೆ ವತಿಯಿಂದ ಆಯೋಜಿಸಿದ್ದ ವಿಕಸಿತ ಭಾರತ ಯೂತ್ ಪಾರ್ಲಿಮೆಂಟ್–2026 ಜಿಲ್ಲಾ ಮಟ್ಟದ ಯುವ ಸಂಸತ್ ಉದ್ಘಾಟನೆ ನೆರವೇರಿಸಿ ಅವರು ಮಾತನಾಡಿದರು. ವಿಕಸಿತ ಭಾರತ ನಿರ್ಮಾಣದಲ್ಲಿ ಯುವಜನತೆಯ ಪಾತ್ರ ಅತ್ಯಂತ ಮಹತ್ವದ್ದು ಎಂದು ಒತ್ತಿ ಹೇಳಿದ ಅವರು, ಇಂದಿನ ಸಂಸತ್ತಿನಲ್ಲಿ ಪ್ರಜಾಪ್ರಭುತ್ವ ಎದುರಿಸುತ್ತಿರುವ ಸವಾಲುಗಳ ಬಗ್ಗೆ ವಿವರಿಸಿದರು. 50 ವರ್ಷಗಳ ಹಿಂದಿನ ತುರ್ತು — [1385, 182, 1529, 724]
article-photo — [232, 1242, 621, 1502]
contact-phone: 94498 71862 — [1456, 9, 1545, 25]
form-url-line1: https://forms.gle/ — [603, 1081, 757, 1099]
article-body-col2: ಬಗ್ಗೆ ವಿವರಿಸಿದರು. 50 ವರ್ಷಗಳ ಹಿಂದಿನ ತುರ್ತು ಪರಿಸ್ಥಿತಿಯ ಕರಾಳ ದಿನಗಳನ್ನು ಸ್ಮರಿಸಿದ ಅವರು, ತುರ್ತು ಪರಿಸ್ಥಿತಿ ಎಂದರೆ ಪ್ರಜಾಪ್ರಭುತ್ವವನ್ನು ಕತ್ತು ಹಿಸುಕುವ ಕ್ರಿಯೆ. ಆದ್ದರಿಂದ ಯುವಜನರು ಜಾಗೃತರಾಗಿರಬೇಕು. ಸಂವಿಧಾನ ರಕ್ಷಣೆ ಇಂದಿನ ಅಗತ್ಯ ಎಂದರು. ಸಂಸದೀಯ ವ್ಯವಸ್ಥೆಯಲ್ಲಿ ನಾಯಕರ ಆಯ್ಕೆ ಸಂದರ್ಭದಲ್ಲಿ — [935, 476, 1074, 724]
headline: ಎಸ್ಸೆಸ್ಸೆಲ್ಸಿ ಪರೀಕ್ಷೆ ಸುಗಮ ನಿರ್ವಹಣೆಗೆ ಡಿಸಿ ಸೂಚನೆ — [38, 60, 623, 101]
masthead-paper-name: Sanjevani, Tumkur — [137, 9, 261, 25]
article-person-worship — [793, 61, 1528, 724]
article-folk-art — [976, 737, 1528, 1183]
article-photo — [1157, 783, 1526, 982]
form-url-line2: tozr4GxUQibDH- — [603, 1100, 723, 1117]
article-body-col3: ಆಧುನಿಕತೆಯ ಭರಾಟೆಯಲ್ಲಿ ಮರೆಯಾಗುತ್ತಿರುವ ದೇಶೀಯ ಕಲೆ ಹಾಗೂ ಜಾನಪದ ಸಂಸ್ಕೃತಿ ಕಲೆಗಳನ್ನು ಉಳಿಸಿ ಬೆಳೆಸಿ ಮುಂದಿನ ಪೀಳಿಗೆಗೆ ಪರಿಚಯಿಸುವ ಕೆಲಸ ನಮ್ಮೆಲ್ಲರ ಮೇಲಿದೆ ಎಂದು ನಿವೃತ್ತ ಜಿಲ್ಲಾ ದೈಹಿಕ ಶಿಕ್ಷಣ ಅಧಿಕಾರಿ ಹೇಳಿದರು. ನಗರದ ಕಲ್ಪತರು ಶಿಕ್ಷಣ ಸಂಸ್ಥೆಯ ಸಭಾಂಗಣದಲ್ಲಿ ನೃತ್ಯ ಮತ್ತು ಸಂಗೀತ ಶಾಲೆ ಹಾಗೂ ಕನ್ನಡ ಸಂಸ್ಕೃತಿ ಇಲಾಖೆ — [1344, 991, 1529, 1183]
contact-label: ತುಮಕೂರು । ಜಾಹೀರಾತಿಗಾಗಿ ಸಂಪರ್ಕಿಸಿ - — [1269, 9, 1453, 25]
page-number: 6 — [38, 8, 58, 41]
column-divider — [595, 737, 596, 1183]
article-body-col1: ತಮ್ಮ ಮಗ ತೀರಿ ಹೋದ ನಂತರ ಹೊರ ಪ್ರಪಂಚದ ತಿಳುವಳಿಕೆಯಿಲ್ಲದೆ ಪಡಿತರ ಚೀಟಿ ಕಳೆದುಕೊಂಡಿದ್ದ ವೃದ್ಧ ದಂಪತಿಗೆ ಜಿಲ್ಲಾಧಿಕಾರಿ ಶುಭ ಕಲ್ಯಾಣ್ ಅವರು ಬಿಪಿಎಲ್ ಪಡಿತರ ಚೀಟಿ ಮರು ನೀಡುವ ಮೂಲಕ ಮಾನವೀಯತೆ ಮೆರೆದಿದ್ದಾರೆ. ಆಹಾರ — [38, 1044, 209, 1174]
article-body-col2: ಇಲಾಖೆಯ ಅಧಿಕಾರಿಗಳು ಸ್ಥಳ ಪರಿಶೀಲನೆ ನಡೆಸಿ ಕೂಡಲೇ ಚೀಟಿ ಮಂಜೂರು ಮಾಡುವಂತೆ ಸೂಚಿಸಿದರು. ಗುಬ್ಬಿ ತಾಲ್ಲೂಕು ಚೇಳೂರು ಹೋಬಳಿಯ ವೃದ್ಧ ದಂಪತಿಗಳು ತಮ್ಮ ಸಂಕಷ್ಟವನ್ನು ಜಿಲ್ಲಾಧಿಕಾರಿಗಳಿಗೆ ವಿವರಿಸಿದಾಗ, ತಕ್ಷಣ ಸ್ಪಂದಿಸಿದ ಅವರು ಪಡಿತರ ಚೀಟಿಯನ್ನು ಪುನರ್ ಸ್ಥಾಪಿಸಿ ವಿತರಿಸಿದರು. ಪರಿಶೀಲನೆ — [218, 1022, 405, 1183]
contact-email: tumkur@sanjevani.com — [1388, 30, 1545, 45]
section-divider — [38, 732, 1528, 734]
column-divider — [785, 1196, 786, 2286]
article-body-col1: ಕರ್ನಾಟಕ ಮಾಧ್ಯಮ ಅಕಾಡೆಮಿಯು Infosys Springboard ಸಹಯೋಗದಲ್ಲಿ ಕಾರ್ಯನಿರತ ಮಹಿಳಾ ಪತ್ರಕರ್ತೆಯರಿಗಾಗಿ ವಿಶೇಷವಾಗಿ ತರಬೇತಿ ಆಯೋಜಿಸಿದ್ದು, ಪತ್ರಕರ್ತೆಯರಿಂದ ಅರ್ಜಿ ಆಹ್ವಾನಿಸಿದೆ. ತರಬೇತಿಯು ಮಾರ್ಚ್ 25 ರಿಂದ 27 ರವರೆಗೆ ಮೈಸೂರಿನ ಇನ್ಫೋಸಿಸ್ ಕ್ಯಾಂಪಸ್‌ನಲ್ಲಿ ನಡೆಯಲಿದೆ. ವಾರ್ತಾ ಮತ್ತು — [603, 846, 772, 1034]
masthead: 6 ತುಮಕೂರು | Sanjevani, Tumkur ಶನಿವಾರ 07 ಮಾರ್ಚ್ 2026 Saturday 07 March 2026 ಸಂಜೆ ವಾಣಿ ತುಮಕೂರು । ಜಾಹೀರಾತಿಗಾಗಿ ಸಂಪರ್ಕಿಸಿ - 94498 71862 tumkur@sanjevani.com — [38, 8, 1545, 57]
article-body-col1: ಗರ್ಭಿಣಿ ಮಹಿಳೆಯರು ಪೌಷ್ಟಿಕಾಂಶಯುಕ್ತ ಆಹಾರ ಸೇವನೆ ಮಾಡುವುದರಿಂದ ಹುಟ್ಟುವ ಮಗು ಆರೋಗ್ಯವಂತವಾಗಿರುತ್ತದೆ ಎಂದು ಶಿಶು ಅಭಿವೃದ್ಧಿ ಯೋಜನಾಧಿಕಾರಿ ಅಭಿಪ್ರಾಯಪಟ್ಟರು. ತಾಲ್ಲೂಕಿನ ಮೇಳೆಹಳ್ಳಿಯಲ್ಲಿ ಶ್ರೀ ಲಕ್ಷ್ಮೀ ಆಹಾರೋತ್ಪನ್ನಗಳ ಮಾರಾಟ ಮಹಿಳಾ ಸಹಕಾರ ಸಂಘದ ವತಿಯಿಂದ ಆಯೋಜಿಸಿದ್ದ ಪೌಷ್ಟಿಕ ಆಹಾರ ಸಪ್ತಾಹ ಕಾರ್ಯಕ್ರಮದಲ್ಲಿ ಅವರು ಮಾತನಾಡಿದರು. ಗರ್ಭಿಣಿ ಮಹಿಳೆಯರು ಆರೋಗ್ಯ ಕಾಪಾಡಿಕೊಳ್ಳಲು ಸರ್ಕಾರ ಹಲವು ಯೋಜನೆಗಳನ್ನು ಜಾರಿಗೆ ತಂದಿದೆ. ಮಾತೃವಂದನಾ ಯೋಜನೆ, ಮಾತೃಪೂರ್ಣ ಯೋಜನೆ ಹಾಗೂ ಅಂಗನವಾಡಿ ಕೇಂದ್ರಗಳ ಮೂಲಕ ಪೌಷ್ಟಿಕ ಆಹಾರ ವಿತರಿಸಲಾಗುತ್ತಿದೆ. ಇವುಗಳ ಸದುಪಯೋಗ ಪಡೆದುಕೊಳ್ಳಬೇಕು ಎಂದರು. ಮಗುವಿನ ಆರೋಗ್ಯ ಮತ್ತು ಬೆಳವಣಿಗೆ ತಾಯಿಯ ಗರ್ಭದಿಂದಲೇ ಆರಂಭವಾಗುತ್ತದೆ. ಕಬ್ಬಿಣಾಂಶ, ಕ್ಯಾಲ್ಸಿಯಂ, ಪ್ರೊಟೀನ್ ಯುಕ್ತ ಆಹಾರ ಸೇವನೆಯಿಂದ ರಕ್ತಹೀನತೆ ತಡೆಯಬಹುದು. ಹಸಿರು ಸೊಪ್ಪು, ತರಕಾರಿ, ಹಣ್ಣು, ಮೊಳಕೆ ಕಾಳುಗಳನ್ನು ಹೆಚ್ಚಾಗಿ ಸೇವಿಸಬೇಕು ಎಂದು ಸಲಹೆ ನೀಡಿದರು. ಶ್ರೀ ಲಕ್ಷ್ಮೀ ಆಹಾರೋತ್ಪನ್ನಗಳ ಮಾರಾಟ ಮಹಿಳಾ ಸಹಕಾರ ಸಂಘದ ಅಧ್ಯಕ್ಷರು ಮಾತನಾಡಿ, ಸಂಘದ ವತಿಯಿಂದ ಅಂಗನವಾಡಿ ಕೇಂದ್ರಗಳಿಗೆ ಪೌಷ್ಟಿಕ ಆಹಾರ ಪೂರೈಕೆ ಮಾಡಲಾಗುತ್ತಿದೆ ಎಂದರು. ಈ ಸಂದರ್ಭದಲ್ಲಿ ಅಂಗನವಾಡಿ ಮೇಲ್ವಿಚಾರಕಿಯರು, ಕಾರ್ಯಕರ್ತೆಯರು, ಸಂಘದ ನಿರ್ದೇಶಕರು, ಗರ್ಭಿಣಿಯರು, ಬಾಣಂತಿಯರು ಹಾಗೂ ತಾಯಂದಿರು ಹಾಜರಿದ್ದರು. — [38, 1263, 218, 2001]
dateline: ತುಮಕೂರು, ಮಾ. 7– — [38, 1243, 147, 1260]
article-media-academy — [603, 737, 961, 1183]
dateline: ತುಮಕೂರು, ಮಾ. 7– — [38, 120, 147, 137]
form-label: ಆಸಕ್ತ ಪತ್ರಕರ್ತೆಯರು ಗೂಗಲ್ ಫಾರ್ಮ್ ಲಿಂಕ್: — [603, 1040, 772, 1076]
article-nutrition — [38, 1196, 777, 2286]
article-sslc-exam — [38, 60, 786, 724]
column-divider — [969, 737, 970, 1183]
dateline: ಮಧುಗಿರಿ, ಮಾ. 7– — [793, 1318, 891, 1335]
print-color-bar-left — [46, 2307, 159, 2326]
article-photo — [963, 1317, 1352, 1735]
section-divider — [38, 1190, 1528, 1192]
headline: ಮಾಧ್ಯಮ ಅಕಾಡೆಮಿಯಿಂದ ಪತ್ರಕರ್ತೆಯರಿಗೆ ತರಬೇತಿ — [603, 736, 833, 799]
